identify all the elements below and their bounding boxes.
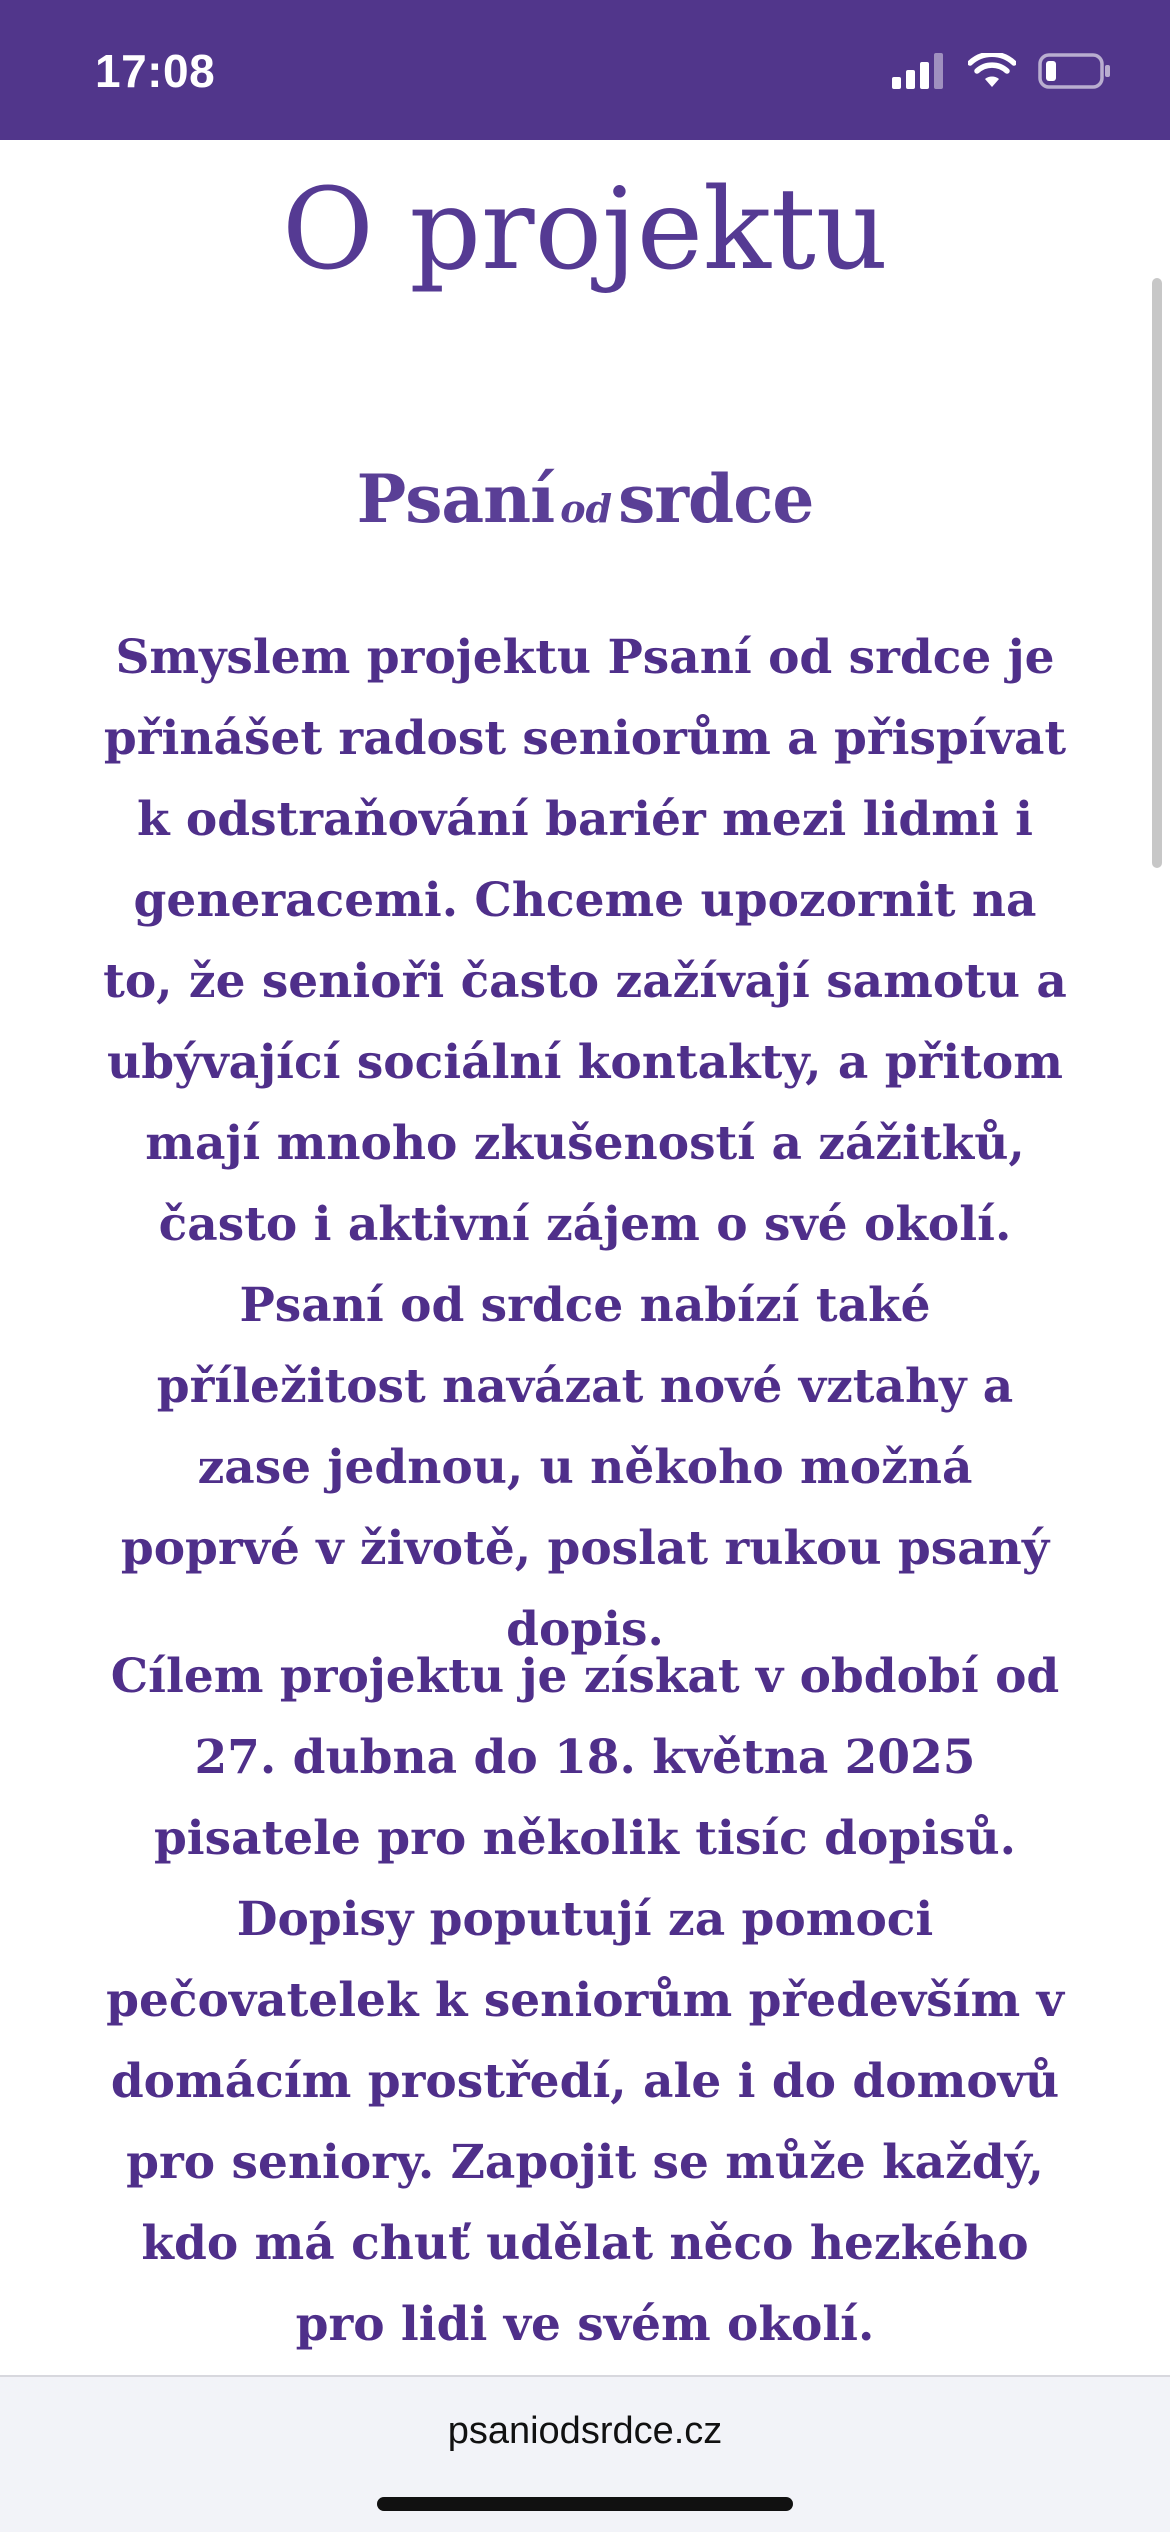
about-paragraph-2: Cílem projektu je získat v období od 27. dubna do 18. května 2025 pisatele pro několik tisíc dopisů. Dopisy poputují za pomoci pečovatelek k seniorům především v domácím prostředí, ale i do domovů pro seniory. Zapojit se může každý, kdo má chuť udělat něco hezkého pro lidi ve svém okolí. [106,1649,1064,2352]
scrollbar-thumb[interactable] [1152,278,1162,868]
signal-icon [892,53,946,93]
status-time: 17:08 [95,45,216,97]
wifi-icon [968,53,1016,93]
psani-od-srdce-logo [0,460,1170,538]
browser-bottom-bar [0,2375,1170,2532]
logo-word-srdce: srdce [618,460,814,538]
home-indicator[interactable] [377,2497,793,2511]
logo-word-od: od [560,486,613,531]
logo-word-psani: Psaní [356,460,555,538]
status-icons [892,50,1112,96]
battery-icon [1038,52,1112,94]
address-bar-url[interactable]: psaniodsrdce.cz [447,2410,723,2452]
page-title: O projektu [281,165,889,295]
status-bar [0,0,1170,140]
about-paragraph-1: Smyslem projektu Psaní od srdce je přinášet radost seniorům a přispívat k odstraňování bariér mezi lidmi i generacemi. Chceme upozornit na to, že senioři často zažívají samotu a ubývající sociální kontakty, a přitom mají mnoho zkušeností a zážitků, často i aktivní zájem o své okolí. Psaní od srdce nabízí také příležitost navázat nové vztahy a zase jednou, u někoho možná poprvé v životě, poslat rukou psaný dopis. [103,630,1067,1657]
